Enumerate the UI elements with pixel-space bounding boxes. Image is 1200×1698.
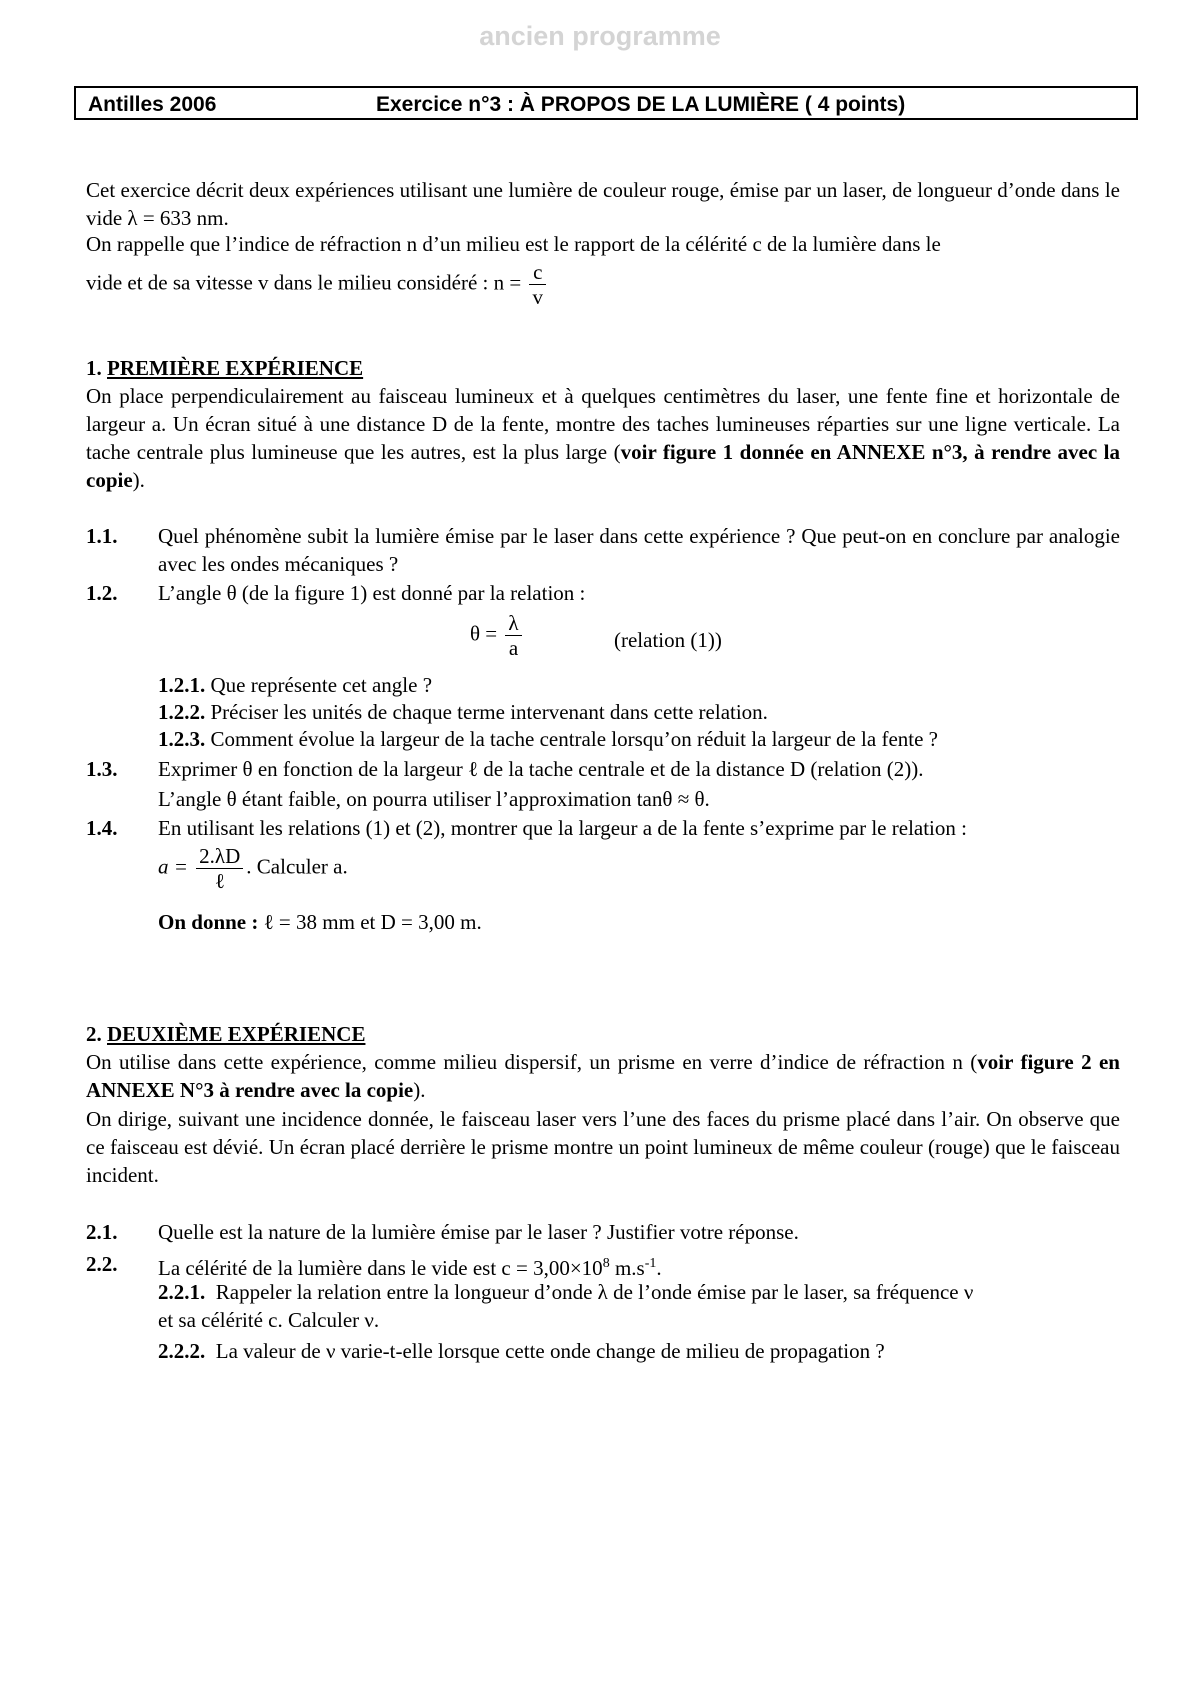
- section-2-number: 2.: [86, 1022, 102, 1046]
- question-1-2-2: [158, 698, 768, 726]
- question-1-2-3-number: 1.2.3.: [158, 727, 206, 751]
- relation-1-fraction: [505, 611, 521, 660]
- question-1-2-1: [158, 671, 432, 699]
- equation-a-fraction: [196, 844, 243, 893]
- question-1-3-number: 1.3.: [86, 757, 118, 781]
- intro-paragraph-2-line-1: On rappelle que l’indice de réfraction n d’un milieu est le rapport de la célérité c de la lumière dans le: [86, 232, 941, 256]
- section-1-heading: [86, 354, 363, 382]
- section-2-paragraph-2: On dirige, suivant une incidence donnée, le faisceau laser vers l’une des faces du prisme placé dans l’air. On observe que ce faisceau est dévié. Un écran placé derrière le prisme montre un point lumineux de même couleur (rouge) que le faisceau incident.: [86, 1107, 1120, 1187]
- relation-1-lhs: θ =: [470, 621, 498, 646]
- section-1-paragraph-bold: voir figure 1 donnée en ANNEXE n°3, à rendre avec la copie: [86, 440, 1120, 492]
- question-1-2-3: [158, 725, 938, 753]
- question-1-3-line-2: L’angle θ étant faible, on pourra utiliser l’approximation tanθ ≈ θ.: [158, 787, 710, 811]
- exercise-header: [74, 86, 1138, 120]
- intro-line-text: vide et de sa vitesse v dans le milieu considéré : n =: [86, 270, 522, 295]
- watermark: ancien programme: [479, 21, 721, 51]
- equation-a-numerator: 2.λD: [196, 844, 243, 869]
- given-label: On donne :: [158, 910, 259, 934]
- intro-paragraph-2-line-2: [86, 260, 549, 309]
- question-2-2-1-line-1: [158, 1278, 1120, 1306]
- question-2-1-number: 2.1.: [86, 1220, 118, 1244]
- exercise-title: Exercice n°3 : À PROPOS DE LA LUMIÈRE ( 4 points): [376, 93, 906, 116]
- relation-1-label: (relation (1)): [614, 628, 722, 652]
- question-1-2-number: 1.2.: [86, 581, 118, 605]
- celerity-text-b: m.s: [609, 1256, 645, 1280]
- section-2-title: DEUXIÈME EXPÉRIENCE: [107, 1022, 366, 1046]
- question-2-2-number: 2.2.: [86, 1252, 118, 1276]
- fraction-denominator: v: [532, 285, 543, 309]
- section-1-paragraph: [86, 382, 1120, 494]
- question-2-2-1-text: Rappeler la relation entre la longueur d’onde λ de l’onde émise par le laser, sa fréquence ν: [215, 1280, 974, 1304]
- given-values: ℓ = 38 mm et D = 3,00 m.: [263, 910, 482, 934]
- relation-1-equation: [470, 611, 525, 660]
- section-1-number: 1.: [86, 356, 102, 380]
- question-1-2-3-text: Comment évolue la largeur de la tache centrale lorsqu’on réduit la largeur de la fente ?: [210, 727, 938, 751]
- question-1-2-1-number: 1.2.1.: [158, 673, 206, 697]
- section-2-paragraph-1: [86, 1048, 1120, 1104]
- celerity-exponent-2: -1: [644, 1256, 657, 1271]
- section-2-paragraph-1-bold: voir figure 2 en ANNEXE N°3 à rendre avec la copie: [86, 1050, 1120, 1102]
- equation-a-tail: . Calculer a.: [246, 854, 348, 879]
- celerity-text-c: .: [656, 1256, 662, 1280]
- question-1-2-text: L’angle θ (de la figure 1) est donné par la relation :: [158, 581, 586, 605]
- question-2-2-2-number: 2.2.2.: [158, 1339, 206, 1363]
- section-1-paragraph-text: On place perpendiculairement au faisceau lumineux et à quelques centimètres du laser, une fente fine et horizontale de largeur a. Un écran situé à une distance D de la fente, montre des taches lumineuses réparties sur une ligne verticale. La tache centrale plus lumineuse que les autres, est la plus large (: [86, 384, 1120, 464]
- fraction-numerator: c: [529, 260, 546, 285]
- equation-a-lhs: a =: [158, 854, 188, 879]
- intro-paragraph-1: Cet exercice décrit deux expériences utilisant une lumière de couleur rouge, émise par un laser, de longueur d’onde dans le vide λ = 633 nm.: [86, 178, 1120, 230]
- section-2-paragraph-1-text: On utilise dans cette expérience, comme milieu dispersif, un prisme en verre d’indice de réfraction n (: [86, 1050, 978, 1074]
- question-2-2-1-number: 2.2.1.: [158, 1280, 206, 1304]
- question-1-3-line-1: Exprimer θ en fonction de la largeur ℓ de la tache centrale et de la distance D (relation (2)).: [158, 757, 924, 781]
- question-2-1-text: Quelle est la nature de la lumière émise par le laser ? Justifier votre réponse.: [158, 1220, 799, 1244]
- question-2-2-2-text: La valeur de ν varie-t-elle lorsque cette onde change de milieu de propagation ?: [215, 1339, 885, 1363]
- section-2-paragraph-1-end: ).: [413, 1078, 426, 1102]
- celerity-exponent-1: 8: [602, 1256, 610, 1271]
- refractive-index-fraction: [529, 260, 546, 309]
- equation-a-denominator: ℓ: [214, 869, 225, 893]
- question-1-4-given: [158, 908, 482, 936]
- question-1-4-number: 1.4.: [86, 816, 118, 840]
- question-1-1-text: Quel phénomène subit la lumière émise par le laser dans cette expérience ? Que peut-on en conclure par analogie avec les ondes mécaniques ?: [158, 524, 1120, 576]
- question-1-4-line-1: En utilisant les relations (1) et (2), montrer que la largeur a de la fente s’exprime par le relation :: [158, 816, 967, 840]
- question-1-2-1-text: Que représente cet angle ?: [210, 673, 433, 697]
- question-1-2-2-text: Préciser les unités de chaque terme intervenant dans cette relation.: [210, 700, 768, 724]
- relation-1-numerator: λ: [505, 611, 521, 636]
- question-2-2-2: [158, 1337, 885, 1365]
- question-1-4-equation: [158, 844, 348, 893]
- celerity-text-a: La célérité de la lumière dans le vide est c = 3,00×10: [158, 1256, 603, 1280]
- section-1-paragraph-end: ).: [132, 468, 145, 492]
- section-1-title: PREMIÈRE EXPÉRIENCE: [107, 356, 364, 380]
- question-1-1-number: 1.1.: [86, 524, 118, 548]
- relation-1-denominator: a: [508, 636, 519, 660]
- section-2-heading: [86, 1020, 365, 1048]
- question-2-2-1-line-2: et sa célérité c. Calculer ν.: [158, 1308, 380, 1332]
- exam-source: Antilles 2006: [88, 93, 217, 116]
- question-1-2-2-number: 1.2.2.: [158, 700, 206, 724]
